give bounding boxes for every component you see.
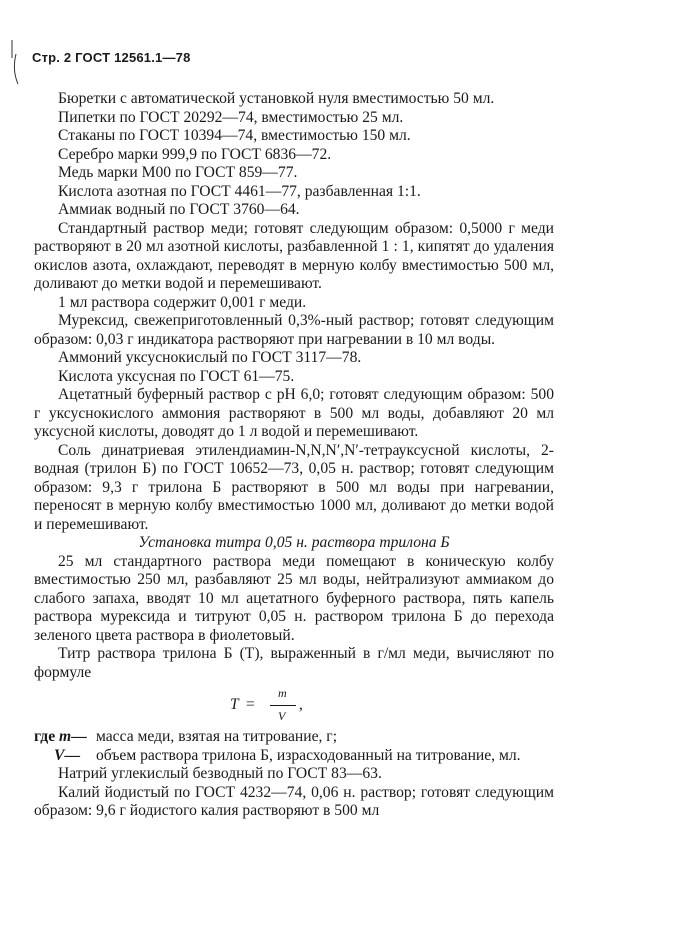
paragraph-trilon-b: Соль динатриевая этилендиамин-N,N,N′,N′-тетрауксусной кислоты, 2-водная (трилон Б) по ГОСТ 10652—73, 0,05 н. раствор; готовят следующим образом: 9,3 г трилона Б растворяют в 500 мл воды при нагревании, переносят в мерную колбу вместимостью 1000 мл, доливают до метки водой и перемешивают. (34, 441, 554, 533)
formula-numerator: m (278, 686, 287, 700)
section-heading: Установка титра 0,05 н. раствора трилона Б (138, 534, 450, 551)
paragraph-pipettes: Пипетки по ГОСТ 20292—74, вместимостью 25 мл. (58, 108, 404, 126)
formula-lhs: T (230, 696, 239, 713)
paragraph-ammonium-acetate: Аммоний уксуснокислый по ГОСТ 3117—78. (58, 349, 362, 366)
legend-row-volume (34, 747, 554, 766)
paragraph-beakers: Стаканы по ГОСТ 10394—74, вместимостью 150 мл. (58, 127, 411, 144)
margin-scan-marks (8, 40, 28, 90)
paragraph-ammonia: Аммиак водный по ГОСТ 3760—64. (58, 201, 300, 218)
titer-formula (34, 682, 554, 728)
paragraph-standard-copper-solution: Стандартный раствор меди; готовят следующим образом: 0,5000 г меди растворяют в 20 мл азотной кислоты, разбавленной 1 : 1, кипятят до удаления окислов азота, охлаждают, переводят в мерную колбу вместимостью 500 мл, доливают до метки водой и перемешивают. (34, 219, 554, 292)
legend-row-mass (34, 728, 554, 747)
legend-description-m: масса меди, взятая на титрование, г; (96, 728, 338, 745)
paragraph-murexide: Мурексид, свежеприготовленный 0,3%-ный раствор; готовят следующим образом: 0,03 г индикатора растворяют при нагревании в 10 мл воды. (34, 312, 554, 348)
document-body (34, 90, 554, 821)
page-header: Стр. 2 ГОСТ 12561.1—78 (32, 50, 191, 65)
paragraph-sodium-carbonate: Натрий углекислый безводный по ГОСТ 83—63. (58, 765, 382, 782)
legend-description-v: объем раствора трилона Б, израсходованный на титрование, мл. (96, 746, 521, 764)
legend-symbol-v: V— (54, 746, 80, 764)
paragraph-copper-content: 1 мл раствора содержит 0,001 г меди. (58, 293, 307, 311)
formula-comma: , (299, 696, 303, 713)
paragraph-titer-calculation: Титр раствора трилона Б (T), выраженный в г/мл меди, вычисляют по формуле (34, 645, 554, 681)
paragraph-silver: Серебро марки 999,9 по ГОСТ 6836—72. (58, 145, 332, 163)
paragraph-nitric-acid: Кислота азотная по ГОСТ 4461—77, разбавленная 1:1. (58, 182, 421, 200)
paragraph-burettes: Бюретки с автоматической установкой нуля вместимостью 50 мл. (58, 90, 495, 107)
paragraph-acetic-acid: Кислота уксусная по ГОСТ 61—75. (58, 367, 295, 385)
paragraph-acetate-buffer: Ацетатный буферный раствор с рН 6,0; готовят следующим образом: 500 г уксуснокислого аммония растворяют в 500 мл воды, добавляют 20 мл уксусной кислоты, доводят до 1 л водой и перемешивают. (34, 386, 554, 440)
fraction-bar (270, 705, 296, 706)
legend-symbol-m: где m— (34, 728, 87, 745)
formula-denominator: V (278, 709, 286, 723)
paragraph-copper: Медь марки М00 по ГОСТ 859—77. (58, 164, 298, 181)
paragraph-titration-procedure: 25 мл стандартного раствора меди помещают в коническую колбу вместимостью 250 мл, разбавляют 25 мл воды, нейтрализуют аммиаком до слабого запаха, вводят 10 мл ацетатного буферного раствора, пять капель раствора мурексида и титруют 0,05 н. раствором трилона Б до перехода зеленого цвета раствора в фиолетовый. (34, 552, 554, 644)
formula-equals: = (246, 696, 255, 713)
paragraph-potassium-iodide: Калий йодистый по ГОСТ 4232—74, 0,06 н. раствор; готовят следующим образом: 9,6 г йодистого калия растворяют в 500 мл (34, 783, 554, 819)
